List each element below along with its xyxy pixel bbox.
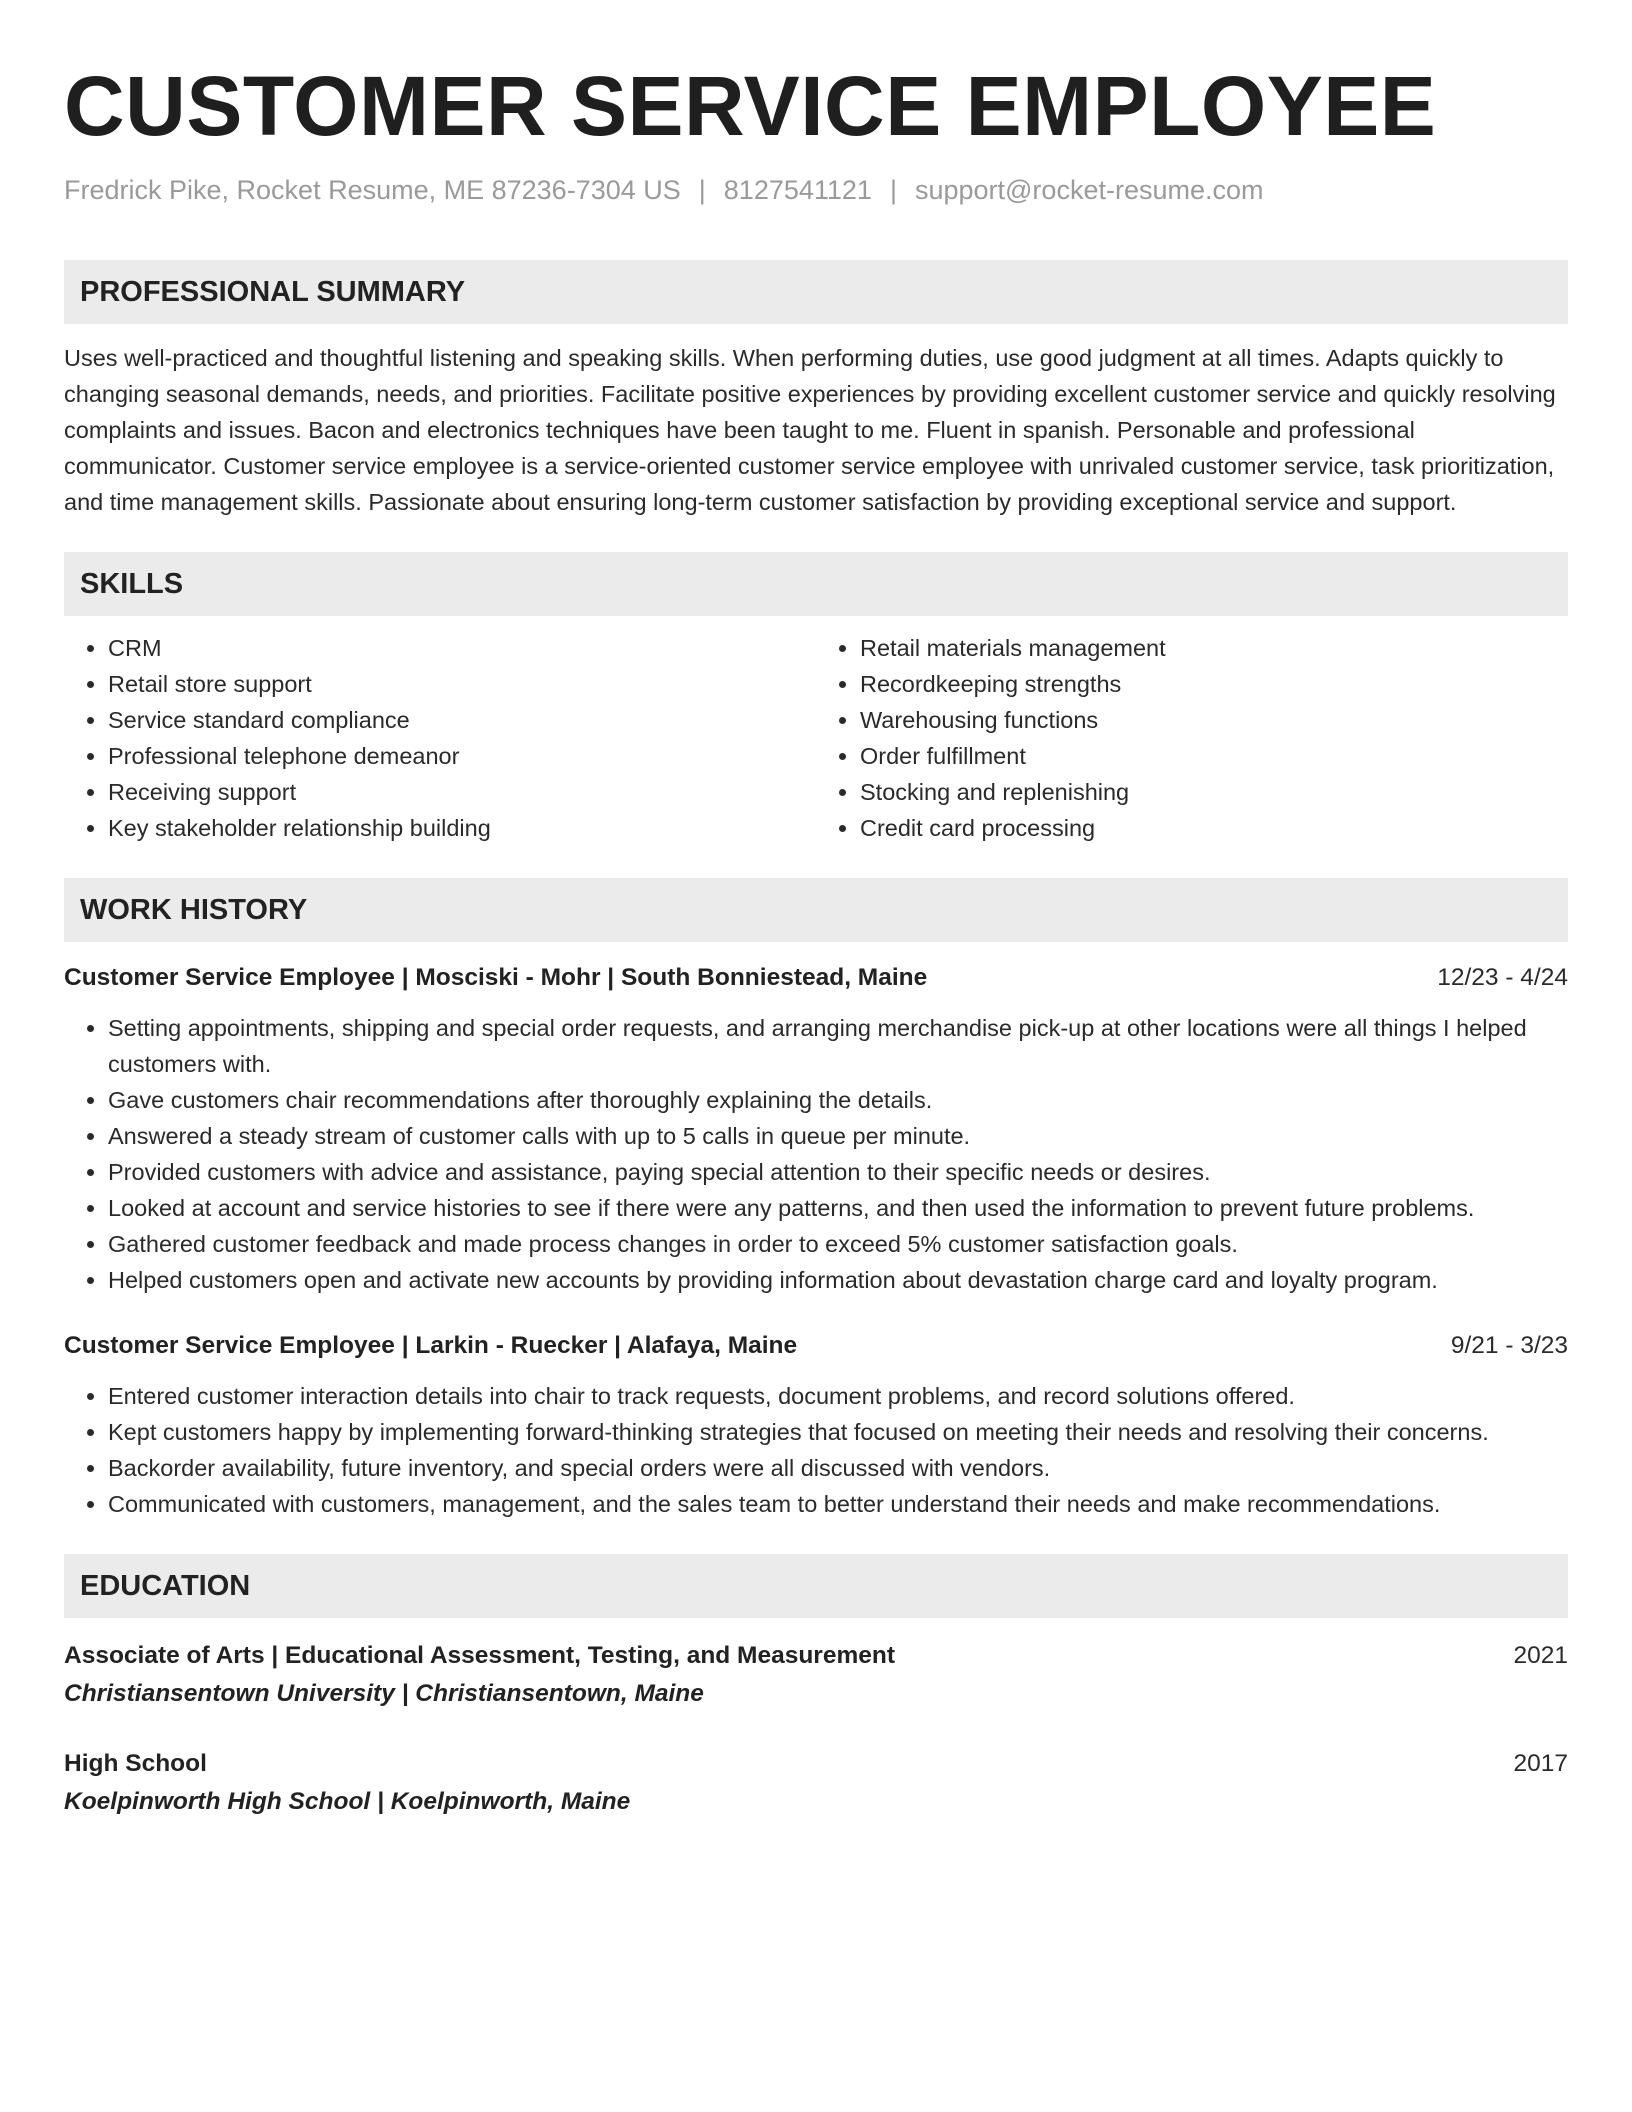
skill-item: • Recordkeeping strengths (860, 666, 1568, 702)
job-header (64, 960, 1568, 996)
skill-item: • Professional telephone demeanor (108, 738, 816, 774)
education-year: 2021 (1513, 1642, 1568, 1669)
job-header (64, 1328, 1568, 1364)
job-bullets (64, 1378, 1568, 1522)
section-header-education: EDUCATION (64, 1554, 1568, 1618)
skills-list (64, 630, 1568, 846)
job-title: Customer Service Employee | Mosciski - Mohr | South Bonniestead, Maine (64, 964, 928, 991)
job-bullet: • Setting appointments, shipping and special order requests, and arranging merchandise pick-up at other locations were all things I helped customers with. (108, 1010, 1568, 1082)
education-year: 2017 (1513, 1750, 1568, 1777)
job-bullet: • Provided customers with advice and assistance, paying special attention to their specific needs or desires. (108, 1154, 1568, 1190)
job-bullet: • Answered a steady stream of customer calls with up to 5 calls in queue per minute. (108, 1118, 1568, 1154)
contact-phone: 8127541121 (723, 175, 872, 205)
education-degree: Associate of Arts | Educational Assessment, Testing, and Measurement (64, 1642, 896, 1669)
section-header-work-history: WORK HISTORY (64, 878, 1568, 942)
contact-email: support@rocket-resume.com (914, 175, 1264, 205)
skills-column-right (816, 630, 1568, 846)
job-bullet: • Looked at account and service histories to see if there were any patterns, and then used the information to prevent future problems. (108, 1190, 1568, 1226)
skill-item: • Service standard compliance (108, 702, 816, 738)
job-bullet: • Gathered customer feedback and made process changes in order to exceed 5% customer satisfaction goals. (108, 1226, 1568, 1262)
skill-item: • Order fulfillment (860, 738, 1568, 774)
skill-item: • Stocking and replenishing (860, 774, 1568, 810)
education-header (64, 1746, 1568, 1782)
job-entry (64, 960, 1568, 1298)
job-bullets (64, 1010, 1568, 1298)
education-entry (64, 1746, 1568, 1820)
skills-column-left (64, 630, 816, 846)
job-bullet: • Communicated with customers, management, and the sales team to better understand their needs and make recommendations. (108, 1486, 1568, 1522)
skill-item: • Key stakeholder relationship building (108, 810, 816, 846)
education-degree: High School (64, 1750, 207, 1777)
job-bullet: • Helped customers open and activate new accounts by providing information about devastation charge card and loyalty program. (108, 1262, 1568, 1298)
skill-item: • Retail store support (108, 666, 816, 702)
job-bullet: • Entered customer interaction details into chair to track requests, document problems, and record solutions offered. (108, 1378, 1568, 1414)
job-bullet: • Kept customers happy by implementing forward-thinking strategies that focused on meeting their needs and resolving their concerns. (108, 1414, 1568, 1450)
skill-item: • CRM (108, 630, 816, 666)
contact-separator: | (889, 175, 897, 205)
education-school: Koelpinworth High School | Koelpinworth, Maine (64, 1788, 631, 1815)
summary-text: Uses well-practiced and thoughtful listening and speaking skills. When performing duties, use good judgment at all times. Adapts quickly to changing seasonal demands, needs, and priorities. Facilitate positive experiences by providing excellent customer service and quickly resolving complaints and issues. Bacon and electronics techniques have been taught to me. Fluent in spanish. Personable and professional communicator. Customer service employee is a service-oriented customer service employee with unrivaled customer service, task prioritization, and time management skills. Passionate about ensuring long-term customer satisfaction by providing exceptional service and support. (64, 345, 1556, 515)
job-dates: 9/21 - 3/23 (1450, 1332, 1568, 1359)
job-dates: 12/23 - 4/24 (1437, 964, 1568, 991)
education-header (64, 1638, 1568, 1674)
contact-address: Fredrick Pike, Rocket Resume, ME 87236-7304 US (64, 175, 681, 205)
job-bullet: • Gave customers chair recommendations after thoroughly explaining the details. (108, 1082, 1568, 1118)
contact-separator: | (698, 175, 706, 205)
section-header-skills: SKILLS (64, 552, 1568, 616)
candidate-name: CUSTOMER SERVICE EMPLOYEE (64, 59, 1437, 153)
skill-item: • Credit card processing (860, 810, 1568, 846)
job-title: Customer Service Employee | Larkin - Ruecker | Alafaya, Maine (64, 1332, 798, 1359)
job-entry (64, 1328, 1568, 1522)
skill-item: • Retail materials management (860, 630, 1568, 666)
skill-item: • Receiving support (108, 774, 816, 810)
education-entry (64, 1638, 1568, 1712)
education-school: Christiansentown University | Christiansentown, Maine (64, 1680, 704, 1707)
job-bullet: • Backorder availability, future inventory, and special orders were all discussed with vendors. (108, 1450, 1568, 1486)
section-header-summary: PROFESSIONAL SUMMARY (64, 260, 1568, 324)
contact-line (64, 172, 1568, 208)
skill-item: • Warehousing functions (860, 702, 1568, 738)
